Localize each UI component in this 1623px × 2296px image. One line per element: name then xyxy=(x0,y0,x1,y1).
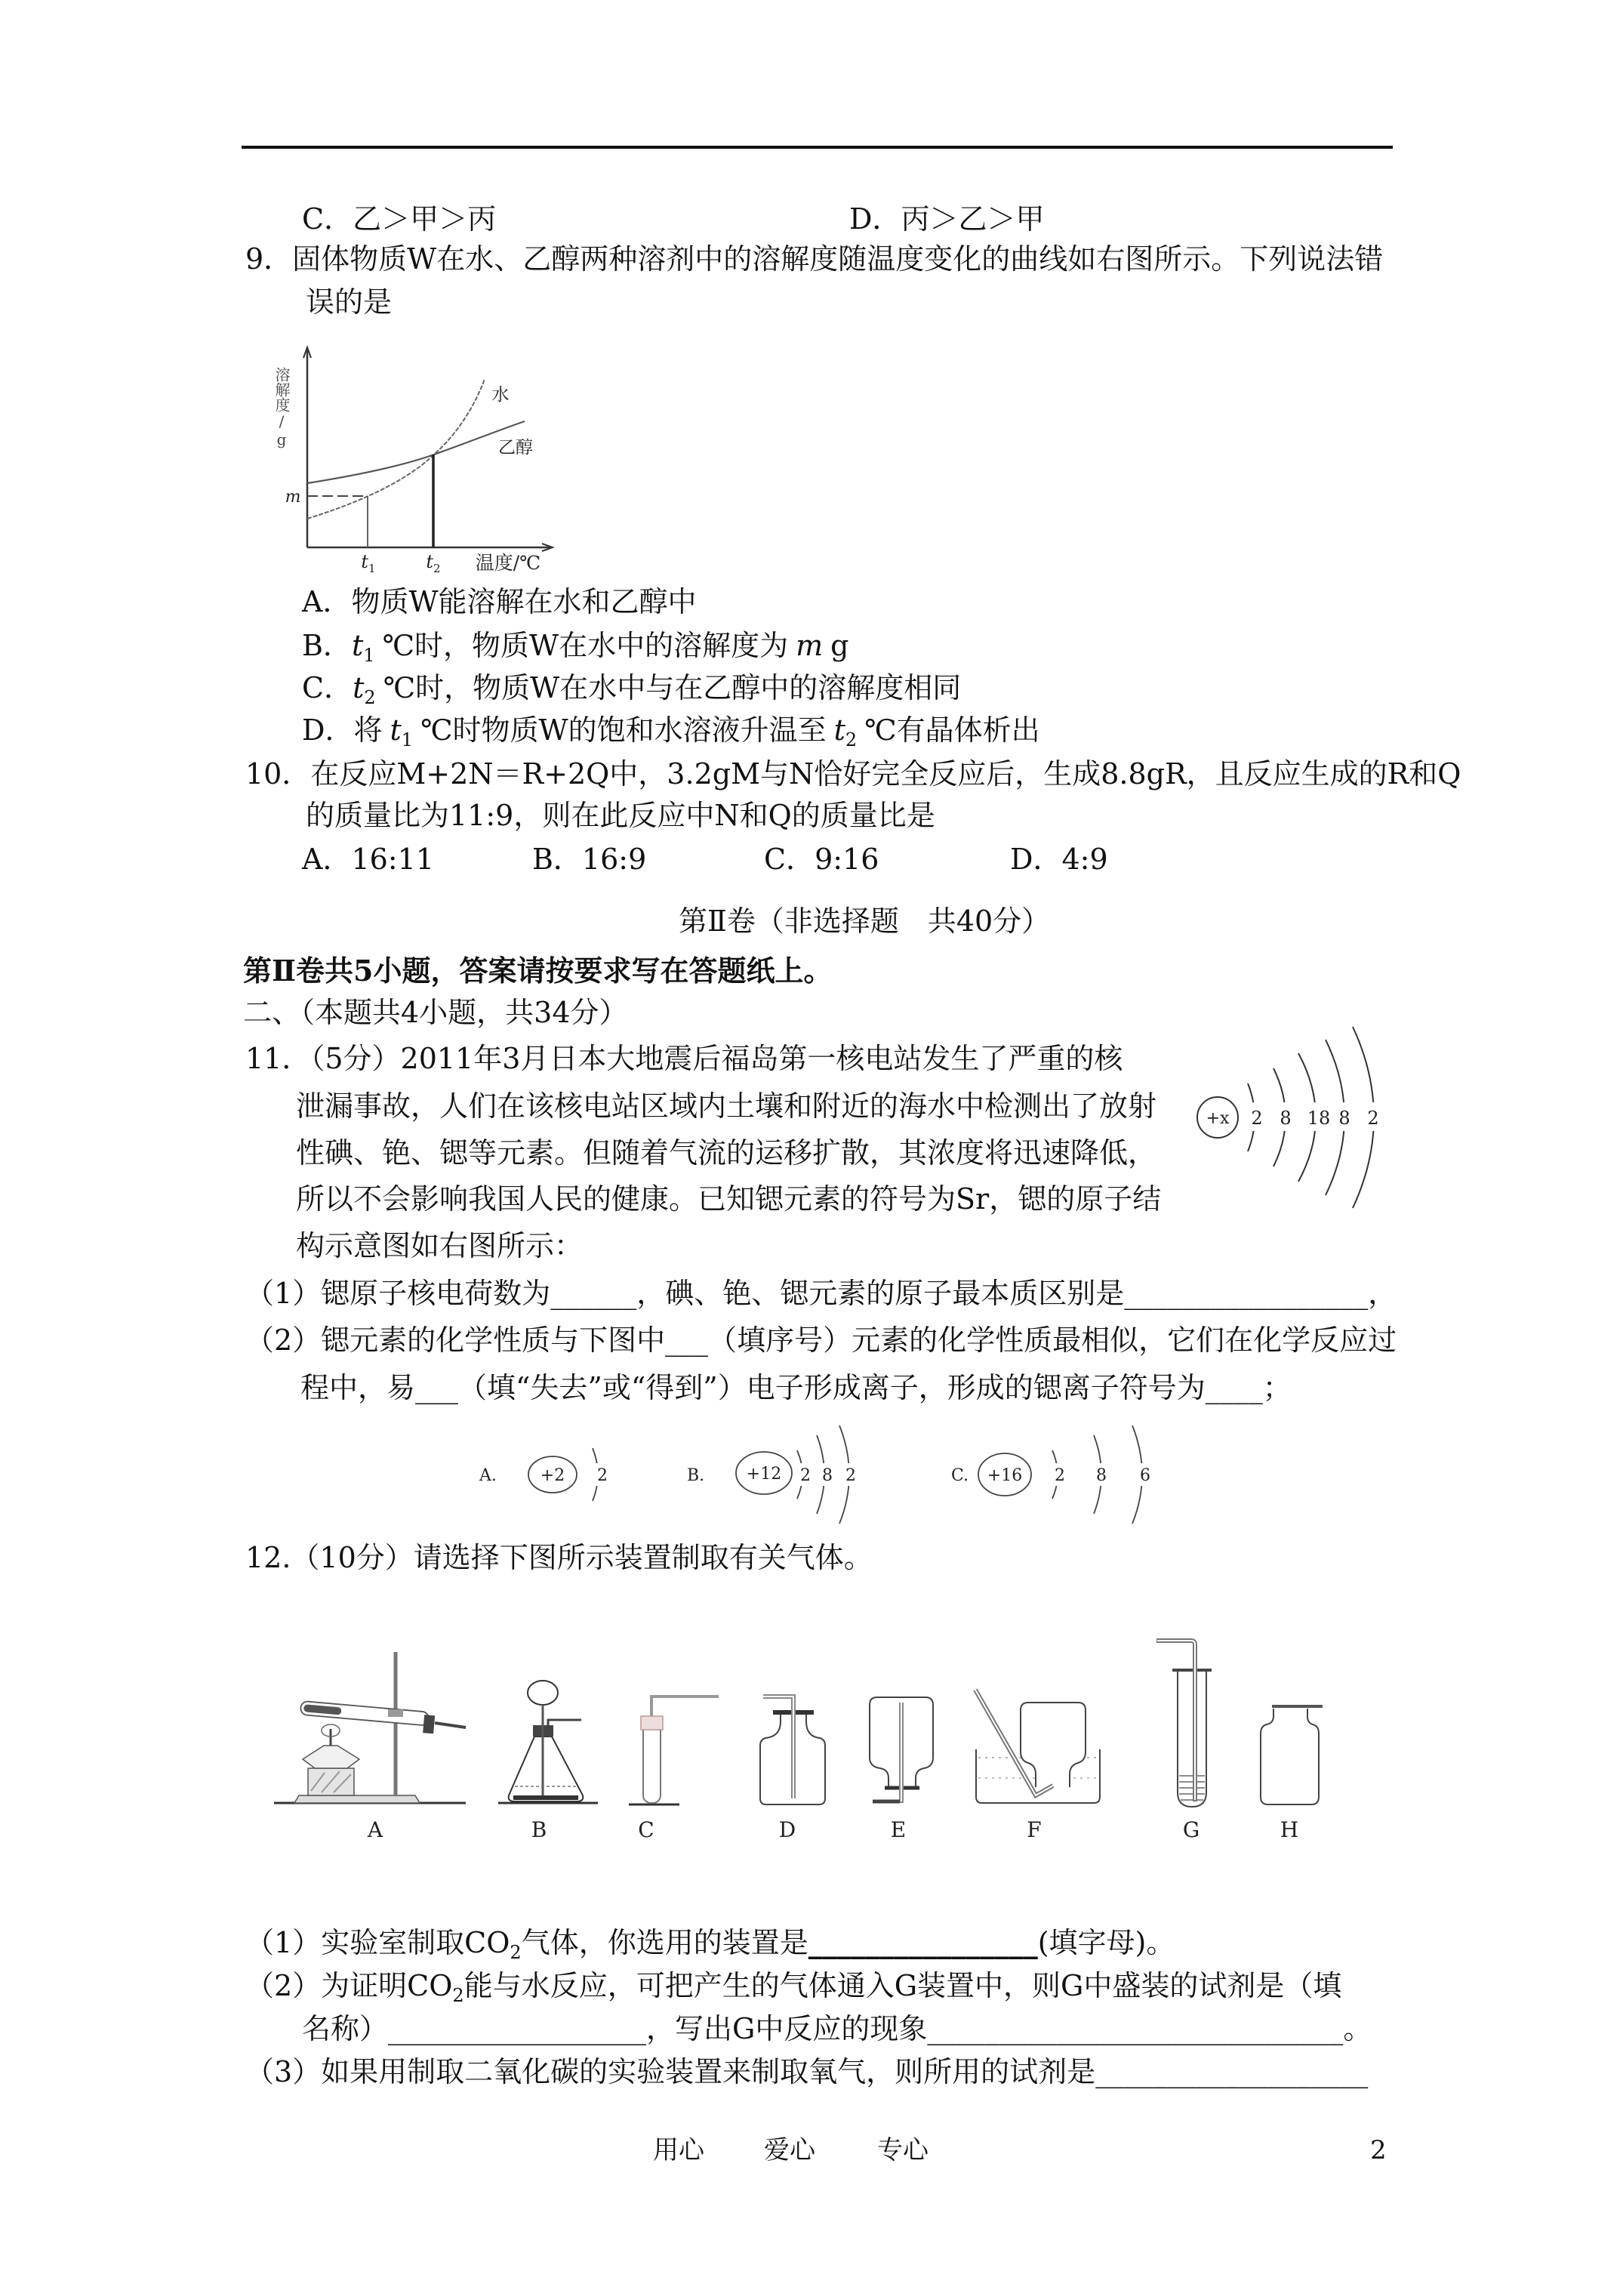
sr-atom-structure-diagram xyxy=(1193,989,1419,1216)
subscript: 1 xyxy=(363,645,375,666)
t2-var: t xyxy=(426,551,434,572)
apparatus-label: D xyxy=(778,1817,796,1842)
delivery-tube xyxy=(548,1720,581,1725)
t1-sub: 1 xyxy=(368,562,376,575)
atom-option-b xyxy=(687,1425,861,1524)
apparatus-g-test-tube xyxy=(1156,1641,1212,1807)
stopper xyxy=(641,1716,663,1730)
q8-option-d: D．丙＞乙＞甲 xyxy=(849,202,1045,236)
q11-sub-2-line-2: 程中，易___（填“失去”或“得到”）电子形成离子，形成的锶离子符号为____； xyxy=(300,1371,1292,1404)
q9-option-d xyxy=(302,713,1040,750)
t1-var: t xyxy=(361,551,369,572)
sr-shell-count: 2 xyxy=(1367,1108,1379,1129)
sr-shell-count: 2 xyxy=(1251,1108,1263,1129)
q12-sub-2-text: 名称） xyxy=(302,2012,389,2045)
q12-sub-3 xyxy=(245,2055,1368,2088)
option-text: ℃时，物质W在水中的溶解度为 xyxy=(382,629,789,662)
graph-y-axis-label: 溶解度/g xyxy=(273,367,291,448)
water-curve-label: 水 xyxy=(491,385,510,405)
ethanol-curve xyxy=(307,421,525,483)
subscript: 2 xyxy=(452,1985,464,2006)
apparatus-label: H xyxy=(1280,1817,1299,1842)
solubility-graph xyxy=(249,332,611,589)
shell-count: 8 xyxy=(822,1466,833,1485)
m-label: m xyxy=(285,488,301,507)
q9-option-a: A．物质W能溶解在水和乙醇中 xyxy=(302,585,697,618)
atom-option-label: A. xyxy=(479,1466,497,1485)
delivery-tube xyxy=(651,1697,719,1716)
apparatus-d-gas-bottle xyxy=(760,1697,825,1804)
apparatus-label: C xyxy=(638,1817,654,1842)
subscript: 2 xyxy=(845,729,858,750)
q10-option-c: C．9:16 xyxy=(764,843,879,876)
q11-stem-line-2: 泄漏事故，人们在该核电站区域内土壤和附近的海水中检测出了放射 xyxy=(296,1089,1157,1123)
sr-nucleus-charge: +x xyxy=(1206,1109,1230,1128)
q9-option-c xyxy=(302,671,962,708)
apparatus-h-gas-jar xyxy=(1261,1706,1323,1804)
subscript: 1 xyxy=(401,729,414,750)
apparatus-label: G xyxy=(1182,1817,1200,1842)
q9-stem-line-1: 9．固体物质W在水、乙醇两种溶剂中的溶解度随温度变化的曲线如右图所示。下列说法错 xyxy=(245,242,1384,276)
apparatus-label: A xyxy=(367,1817,383,1842)
shell-count: 6 xyxy=(1140,1466,1150,1485)
q10-option-d: D．4:9 xyxy=(1010,843,1108,876)
q12-sub-2-text: ，写出G中反应的现象 xyxy=(646,2012,928,2045)
stopper xyxy=(423,1715,435,1734)
var-m: m xyxy=(796,629,824,662)
q8-option-c: C．乙＞甲＞丙 xyxy=(302,202,497,236)
apparatus-c-test-tube xyxy=(629,1697,719,1804)
answer-blank: __________________ xyxy=(388,2012,647,2045)
atom-option-label: C. xyxy=(951,1466,969,1485)
solid-reactant xyxy=(513,1795,578,1800)
atom-option-a xyxy=(479,1448,611,1501)
answer-blank: ___________________ xyxy=(1095,2055,1369,2088)
option-prefix: C． xyxy=(302,671,353,704)
q12-sub-1 xyxy=(245,1925,1175,1963)
part2-note: 第Ⅱ卷共5小题，答案请按要求写在答题纸上。 xyxy=(243,954,833,988)
shell-count: 2 xyxy=(845,1466,856,1485)
q11-sub-1-text: （1）锶原子核电荷数为 xyxy=(245,1277,551,1310)
apparatus-b-flask xyxy=(498,1681,598,1803)
apparatus-e-inverted-bottle xyxy=(870,1697,933,1803)
atom-structure-options xyxy=(468,1419,1178,1533)
atom-option-c xyxy=(951,1425,1153,1524)
t2-sub: 2 xyxy=(433,562,441,575)
section-heading: 二、（本题共4小题，共34分） xyxy=(243,996,628,1029)
thistle-funnel xyxy=(528,1681,558,1705)
unit: g xyxy=(830,629,849,662)
q12-sub-2-continued xyxy=(302,2012,1372,2045)
nucleus-charge: +12 xyxy=(746,1465,782,1484)
lab-apparatus-figure xyxy=(257,1631,1359,1857)
q12-sub-2 xyxy=(245,1969,1342,2006)
clamp xyxy=(388,1709,403,1717)
q11-sub-1-text: ，碘、铯、锶元素的原子最本质区别是 xyxy=(636,1277,1125,1310)
answer-blank: _____________________________ xyxy=(927,2012,1344,2045)
q12-sub-2-text: （2）为证明CO xyxy=(245,1969,453,2002)
apparatus-label: E xyxy=(890,1817,907,1842)
q11-sub-2-line-1: （2）锶元素的化学性质与下图中___（填序号）元素的化学性质最相似，它们在化学反应过 xyxy=(245,1324,1397,1357)
q12-sub-2-tail: 。 xyxy=(1343,2012,1372,2045)
conical-flask xyxy=(509,1737,584,1801)
subscript: 2 xyxy=(510,1942,522,1963)
q10-option-a: A．16:11 xyxy=(302,843,434,876)
var-t: t xyxy=(351,629,364,662)
q12-sub-1-tail: (填字母)。 xyxy=(1037,1926,1175,1959)
q11-sub-1-text: ， xyxy=(1368,1277,1397,1310)
apparatus-f-water-trough xyxy=(975,1690,1100,1803)
q10-option-b: B．16:9 xyxy=(532,843,647,876)
shell-count: 2 xyxy=(1055,1466,1065,1485)
q11-sub-1 xyxy=(245,1277,1397,1310)
shell-count: 2 xyxy=(597,1466,608,1485)
water-curve xyxy=(307,379,485,519)
stand-base xyxy=(294,1795,420,1803)
q11-stem-line-1: 11．（5分）2011年3月日本大地震后福岛第一核电站发生了严重的核 xyxy=(245,1042,1123,1075)
q12-sub-1-text: 气体，你选用的装置是 xyxy=(521,1926,808,1959)
test-tube xyxy=(1178,1670,1206,1807)
header-rule xyxy=(242,146,1393,149)
footer-motto: 用心 xyxy=(653,2135,704,2165)
q10-stem-line-1: 10．在反应M+2N＝R+2Q中，3.2gM与N恰好完全反应后，生成8.8gR，且反应生成的R和Q xyxy=(245,757,1461,791)
nucleus-charge: +2 xyxy=(540,1466,565,1485)
t1-label xyxy=(361,551,375,575)
nucleus-charge: +16 xyxy=(987,1466,1023,1485)
q12-sub-1-text: （1）实验室制取CO xyxy=(245,1926,510,1959)
atom-option-label: B. xyxy=(687,1466,705,1485)
graph-x-axis-label: 温度/℃ xyxy=(475,552,541,574)
var-t: t xyxy=(833,713,845,747)
alcohol-lamp-top xyxy=(303,1746,359,1768)
q10-stem-line-2: 的质量比为11:9，则在此反应中N和Q的质量比是 xyxy=(306,799,935,832)
q12-stem: 12.（10分）请选择下图所示装置制取有关气体。 xyxy=(245,1541,873,1574)
q12-sub-3-text: （3）如果用制取二氧化碳的实验装置来制取氧气，则所用的试剂是 xyxy=(245,2055,1096,2088)
answer-blank: _________________ xyxy=(1124,1277,1369,1310)
part2-title: 第Ⅱ卷（非选择题 共40分） xyxy=(679,905,1051,938)
option-text: ℃时，物质W在水中与在乙醇中的溶解度相同 xyxy=(383,671,962,704)
q9-option-b xyxy=(302,629,849,666)
shell-count: 8 xyxy=(1096,1466,1107,1485)
q12-sub-2-text: 能与水反应，可把产生的气体通入G装置中，则G中盛装的试剂是（填 xyxy=(463,1969,1342,2002)
subscript: 2 xyxy=(364,687,376,708)
answer-blank: ________________ xyxy=(808,1925,1038,1959)
option-text: ℃时物质W的饱和水溶液升温至 xyxy=(420,713,827,747)
apparatus-a-heating-setup xyxy=(274,1652,466,1803)
shell-count: 2 xyxy=(800,1466,811,1485)
var-t: t xyxy=(353,671,365,704)
sr-shell-count: 18 xyxy=(1307,1108,1331,1129)
q11-stem-line-4: 所以不会影响我国人民的健康。已知锶元素的符号为Sr，锶的原子结 xyxy=(296,1182,1162,1216)
apparatus-label: B xyxy=(531,1817,547,1842)
option-prefix: D．将 xyxy=(302,713,383,747)
answer-blank: ______ xyxy=(550,1277,637,1310)
sr-shell-count: 8 xyxy=(1338,1108,1350,1129)
q11-stem-line-5: 构示意图如右图所示： xyxy=(296,1229,584,1262)
collecting-bottle xyxy=(1021,1703,1086,1787)
gas-jar xyxy=(1261,1709,1319,1804)
q9-stem-line-2: 误的是 xyxy=(306,285,393,319)
option-prefix: B． xyxy=(302,629,352,662)
option-text: ℃有晶体析出 xyxy=(864,713,1040,747)
footer-motto: 专心 xyxy=(877,2135,929,2165)
footer-motto: 爱心 xyxy=(764,2135,815,2165)
test-tube xyxy=(643,1718,661,1803)
apparatus-label: F xyxy=(1027,1817,1042,1842)
delivery-tube xyxy=(435,1723,466,1727)
var-t: t xyxy=(390,713,402,747)
t2-label xyxy=(426,551,440,575)
ethanol-curve-label: 乙醇 xyxy=(498,438,533,458)
sr-shell-count: 8 xyxy=(1280,1108,1292,1129)
q11-stem-line-3: 性碘、铯、锶等元素。但随着气流的运移扩散，其浓度将迅速降低， xyxy=(296,1136,1157,1170)
test-tube xyxy=(300,1701,430,1726)
page-number: 2 xyxy=(1370,2135,1387,2165)
